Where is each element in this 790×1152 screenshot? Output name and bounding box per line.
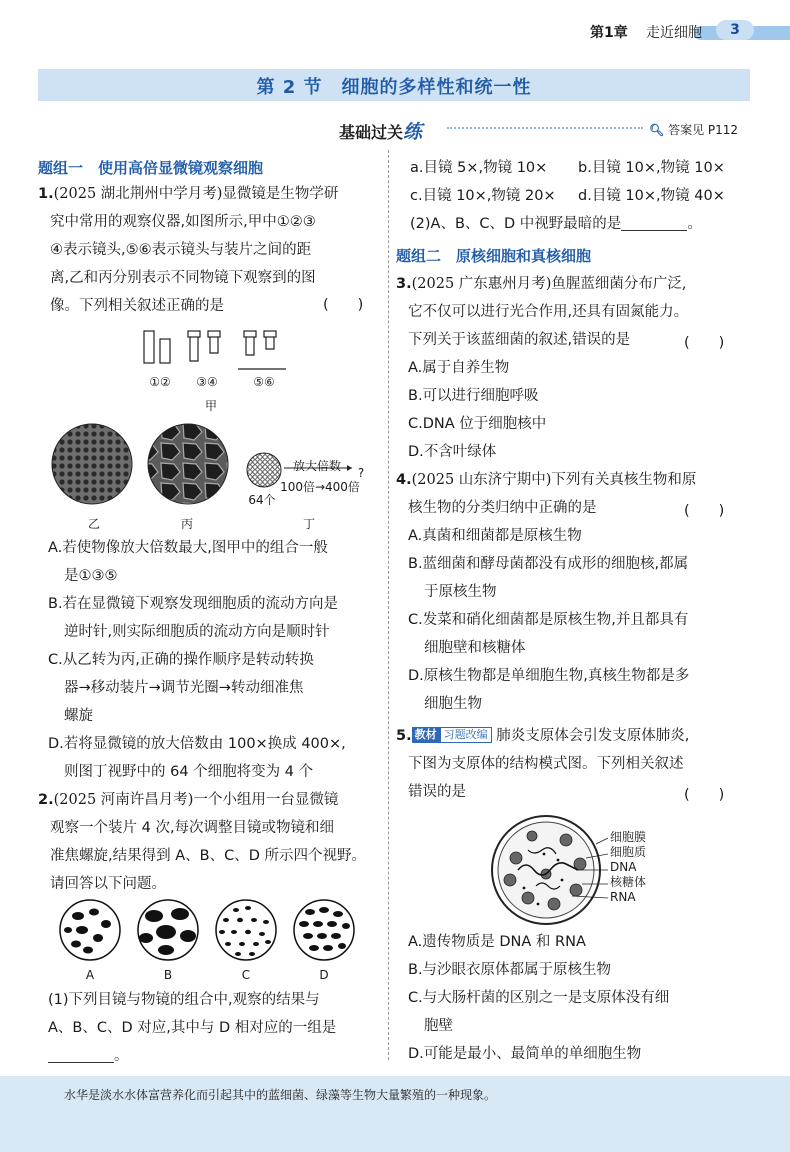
q3-answer-parens: ( ) — [684, 335, 725, 351]
label-fangda: 放大倍数 — [292, 459, 341, 473]
page-header — [0, 0, 790, 46]
label-cell-membrane: 细胞膜 — [610, 830, 647, 844]
label-change: 100倍→400倍 — [280, 480, 360, 494]
page-number: 3 — [716, 20, 754, 40]
q2-sub1-line: (1)下列目镜与物镜的组合中,观察的结果与 — [48, 992, 320, 1008]
label-jia: 甲 — [204, 399, 217, 413]
q5-number: 5. — [396, 728, 412, 744]
label-distance-56: ⑤⑥ — [253, 375, 275, 389]
label-field-b: B — [163, 968, 173, 982]
q1-option-a-cont: 是①③⑤ — [64, 568, 118, 584]
q1-line: 像。下列相关叙述正确的是 — [50, 298, 224, 314]
label-question: ? — [357, 466, 365, 480]
dotted-divider — [447, 127, 643, 130]
q1-line: (2025 湖北荆州中学月考)显微镜是生物学研 — [53, 186, 339, 202]
q1-option-c-cont: 器→移动装片→调节光圈→转动细准焦 — [64, 680, 304, 696]
label-field-a: A — [85, 968, 95, 982]
q5-option-b: B.与沙眼衣原体都属于原核生物 — [408, 962, 612, 978]
chapter-title: 走近细胞 — [646, 25, 702, 41]
q2-sub1-end: 。 — [114, 1048, 129, 1064]
question-2 — [38, 786, 383, 898]
q1-option-d-cont: 则图丁视野中的 64 个细胞将变为 4 个 — [64, 764, 314, 780]
q5-line: 下图为支原体的结构模式图。下列相关叙述 — [408, 756, 684, 772]
q2-options-list — [410, 154, 750, 238]
q5-answer-parens: ( ) — [684, 787, 725, 803]
q4-option-b-cont: 于原核生物 — [424, 584, 497, 600]
q3-option-d: D.不含叶绿体 — [408, 444, 497, 460]
question-3 — [396, 270, 751, 466]
q2-option-b: b.目镜 10×,物镜 10× — [578, 160, 725, 176]
footer-note: 水华是淡水水体富营养化而引起其中的蓝细菌、绿藻等生物大量繁殖的一种现象。 — [64, 1088, 497, 1102]
q5-option-a: A.遗传物质是 DNA 和 RNA — [408, 934, 586, 950]
figure-jia-lenses — [140, 325, 290, 380]
answer-reference-text: 答案见 P112 — [668, 123, 739, 137]
q5-tag-adapted: 习题改编 — [440, 727, 492, 743]
label-ribosome: 核糖体 — [610, 875, 647, 889]
q2-option-d: d.目镜 10×,物镜 40× — [578, 188, 725, 204]
q2-sub1-line: A、B、C、D 对应,其中与 D 相对应的一组是 — [48, 1020, 337, 1036]
group-heading-1: 题组一 使用高倍显微镜观察细胞 — [38, 159, 264, 177]
q3-option-c: C.DNA 位于细胞核中 — [408, 416, 547, 432]
q1-line: ④表示镜头,⑤⑥表示镜头与装片之间的距 — [50, 242, 312, 258]
q1-options — [48, 534, 383, 786]
q1-line: 究中常用的观察仪器,如图所示,甲中①②③ — [50, 214, 316, 230]
q3-number: 3. — [396, 276, 412, 292]
practice-heading — [339, 117, 422, 144]
q2-number: 2. — [38, 792, 54, 808]
mycoplasma-labels — [610, 830, 646, 905]
q4-line: (2025 山东济宁期中)下列有关真核生物和原 — [411, 472, 697, 488]
label-bing: 丙 — [180, 517, 193, 531]
practice-heading-char: 练 — [403, 121, 423, 143]
search-icon: 🔍︎ — [649, 123, 665, 137]
q2-line: 请回答以下问题。 — [50, 876, 166, 892]
label-rna: RNA — [610, 890, 636, 904]
q2-sub1 — [48, 986, 383, 1070]
q4-line: 核生物的分类归纳中正确的是 — [408, 500, 597, 516]
q2-sub1-blank[interactable] — [48, 1047, 114, 1063]
q4-option-c-cont: 细胞壁和核糖体 — [424, 640, 526, 656]
q4-option-c: C.发菜和硝化细菌都是原核生物,并且都具有 — [408, 612, 689, 628]
q2-line: 准焦螺旋,结果得到 A、B、C、D 所示四个视野。 — [50, 848, 366, 864]
q2-option-a: a.目镜 5×,物镜 10× — [410, 160, 548, 176]
group-heading-2: 题组二 原核细胞和真核细胞 — [396, 247, 592, 265]
figure-fields-abcd — [58, 898, 358, 966]
practice-heading-text: 基础过关 — [339, 123, 404, 142]
q4-option-a: A.真菌和细菌都是原核生物 — [408, 528, 582, 544]
q3-option-a: A.属于自养生物 — [408, 360, 510, 376]
q4-answer-parens: ( ) — [684, 503, 725, 519]
q3-line: (2025 广东惠州月考)鱼腥蓝细菌分布广泛, — [411, 276, 687, 292]
page-footer — [0, 1076, 790, 1152]
q2-option-c: c.目镜 10×,物镜 20× — [410, 188, 556, 204]
section-title: 第 2 节 细胞的多样性和统一性 — [256, 77, 532, 98]
section-title-bar — [38, 69, 750, 101]
q1-option-a: A.若使物像放大倍数最大,图甲中的组合一般 — [48, 540, 328, 556]
q3-line: 下列关于该蓝细菌的叙述,错误的是 — [408, 332, 631, 348]
q4-number: 4. — [396, 472, 412, 488]
q5-options — [408, 928, 753, 1068]
q1-option-b: B.若在显微镜下观察发现细胞质的流动方向是 — [48, 596, 339, 612]
label-yi: 乙 — [87, 517, 100, 531]
label-cytoplasm: 细胞质 — [610, 845, 647, 859]
label-count: 64个 — [248, 493, 276, 507]
q1-answer-parens: ( ) — [323, 297, 364, 313]
label-dna: DNA — [610, 860, 637, 874]
q5-line: 肺炎支原体会引发支原体肺炎, — [496, 728, 690, 744]
q2-line: 观察一个装片 4 次,每次调整目镜或物镜和细 — [50, 820, 335, 836]
chapter-label: 第1章 — [590, 25, 628, 41]
q1-option-b-cont: 逆时针,则实际细胞质的流动方向是顺时针 — [64, 624, 330, 640]
q2-sub2-blank[interactable] — [621, 215, 687, 231]
q4-option-b: B.蓝细菌和酵母菌都没有成形的细胞核,都属 — [408, 556, 689, 572]
q5-line: 错误的是 — [408, 784, 466, 800]
label-lens-34: ③④ — [196, 375, 218, 389]
q5-tag-textbook: 教材 — [412, 727, 440, 743]
label-field-c: C — [241, 968, 251, 982]
q4-option-d: D.原核生物都是单细胞生物,真核生物都是多 — [408, 668, 690, 684]
q3-line: 它不仅可以进行光合作用,还具有固氮能力。 — [408, 304, 689, 320]
q5-option-c-cont: 胞壁 — [424, 1018, 453, 1034]
q4-option-d-cont: 细胞生物 — [424, 696, 482, 712]
q5-option-c: C.与大肠杆菌的区别之一是支原体没有细 — [408, 990, 670, 1006]
q2-sub2-end: 。 — [687, 216, 702, 232]
label-field-d: D — [319, 968, 329, 982]
q1-line: 离,乙和丙分别表示不同物镜下观察到的图 — [50, 270, 316, 286]
q5-option-d: D.可能是最小、最简单的单细胞生物 — [408, 1046, 642, 1062]
answer-reference — [649, 121, 738, 138]
column-divider — [388, 150, 389, 1060]
q2-line: (2025 河南许昌月考)一个小组用一台显微镜 — [53, 792, 339, 808]
q1-number: 1. — [38, 186, 54, 202]
q1-option-c: C.从乙转为丙,正确的操作顺序是转动转换 — [48, 652, 314, 668]
figure-mycoplasma — [488, 814, 608, 926]
q1-option-c-cont: 螺旋 — [64, 708, 93, 724]
q3-option-b: B.可以进行细胞呼吸 — [408, 388, 539, 404]
label-lens-12: ①② — [149, 375, 171, 389]
label-ding: 丁 — [302, 517, 315, 531]
q2-sub2: (2)A、B、C、D 中视野最暗的是 — [410, 216, 622, 232]
q1-option-d: D.若将显微镜的放大倍数由 100×换成 400×, — [48, 736, 346, 752]
